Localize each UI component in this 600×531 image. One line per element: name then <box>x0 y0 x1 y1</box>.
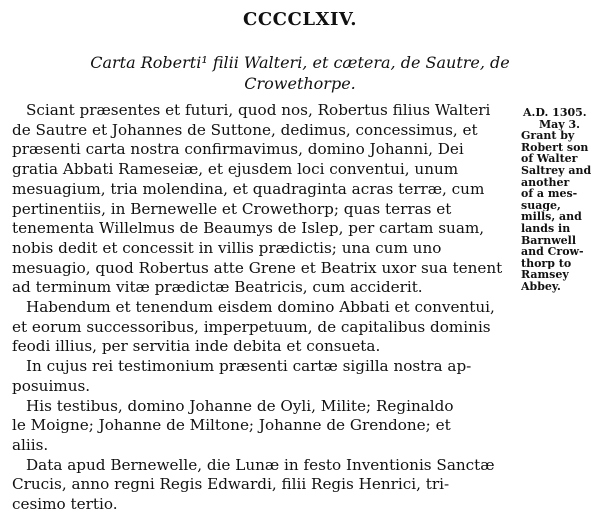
paragraph-habendum <box>12 298 520 357</box>
margin-line: mills, and <box>521 211 582 223</box>
text-line: Crucis, anno regni Regis Edwardi, filii Regis Henrici, tri- <box>12 475 450 494</box>
text-line: tenementa Willelmus de Beaumys de Islep, per cartam suam, <box>12 219 485 238</box>
charter-title-line-1: Carta Roberti¹ filii Walteri, et cætera, de Sautre, de <box>90 53 510 72</box>
text-line: His testibus, domino Johanne de Oyli, Milite; Reginaldo <box>26 396 454 415</box>
charter-number: CCCCLXIV. <box>243 9 357 30</box>
text-line: mesuagio, quod Robertus atte Grene et Beatrix uxor sua tenent <box>12 258 503 277</box>
paragraph-grant <box>12 101 520 298</box>
text-line: aliis. <box>12 435 49 454</box>
margin-day: May 3. <box>539 118 581 131</box>
margin-date: A.D. 1305. <box>523 107 587 119</box>
margin-line: and Crow- <box>521 246 584 258</box>
charter-body <box>12 101 520 515</box>
charter-title-line-2: Crowethorpe. <box>244 74 356 93</box>
text-line: posuimus. <box>12 376 91 395</box>
text-line: Data apud Bernewelle, die Lunæ in festo Inventionis Sanctæ <box>26 455 495 474</box>
margin-line: Grant by <box>521 130 575 142</box>
charter-title <box>40 52 560 94</box>
text-line: gratia Abbati Rameseiæ, et ejusdem loci conventui, unum <box>12 160 459 179</box>
margin-line: Barnwell <box>521 234 577 247</box>
text-line: Sciant præsentes et futuri, quod nos, Robertus filius Walteri <box>26 101 491 119</box>
margin-line: Ramsey <box>521 269 569 281</box>
margin-line: lands in <box>521 222 571 235</box>
text-line: mesuagium, tria molendina, et quadraginta acras terræ, cum <box>12 179 485 198</box>
text-line: pertinentiis, in Bernewelle et Crowethorp; quas terras et <box>12 199 452 218</box>
text-line: præsenti carta nostra confirmavimus, domino Johanni, Dei <box>12 140 464 159</box>
margin-line: Abbey. <box>521 280 561 293</box>
paragraph-witnesses <box>12 397 520 456</box>
margin-line: suage, <box>521 199 561 212</box>
text-line: de Sautre et Johannes de Suttone, dedimus, concessimus, et <box>12 120 478 139</box>
margin-line: thorp to <box>521 257 572 270</box>
paragraph-testimonium <box>12 357 520 396</box>
margin-line: Robert son <box>521 141 589 154</box>
margin-line: Saltrey and <box>521 164 592 177</box>
marginal-summary <box>521 107 599 293</box>
text-line: cesimo tertio. <box>12 495 118 514</box>
text-line: nobis dedit et concessit in villis prædictis; una cum uno <box>12 238 442 257</box>
text-line: et eorum successoribus, imperpetuum, de capitalibus dominis <box>12 317 491 336</box>
text-line: le Moigne; Johanne de Miltone; Johanne de Grendone; et <box>12 416 451 435</box>
margin-line: of Walter <box>521 153 578 165</box>
margin-line: another <box>521 176 570 189</box>
text-line: ad terminum vitæ prædictæ Beatricis, cum acciderit. <box>12 278 423 297</box>
text-line: In cujus rei testimonium præsenti cartæ sigilla nostra ap- <box>26 357 472 376</box>
margin-line: of a mes- <box>521 188 578 200</box>
text-line: feodi illius, per servitia inde debita et consueta. <box>12 337 381 356</box>
paragraph-dating <box>12 456 520 515</box>
text-line: Habendum et tenendum eisdem domino Abbati et conventui, <box>26 298 495 317</box>
